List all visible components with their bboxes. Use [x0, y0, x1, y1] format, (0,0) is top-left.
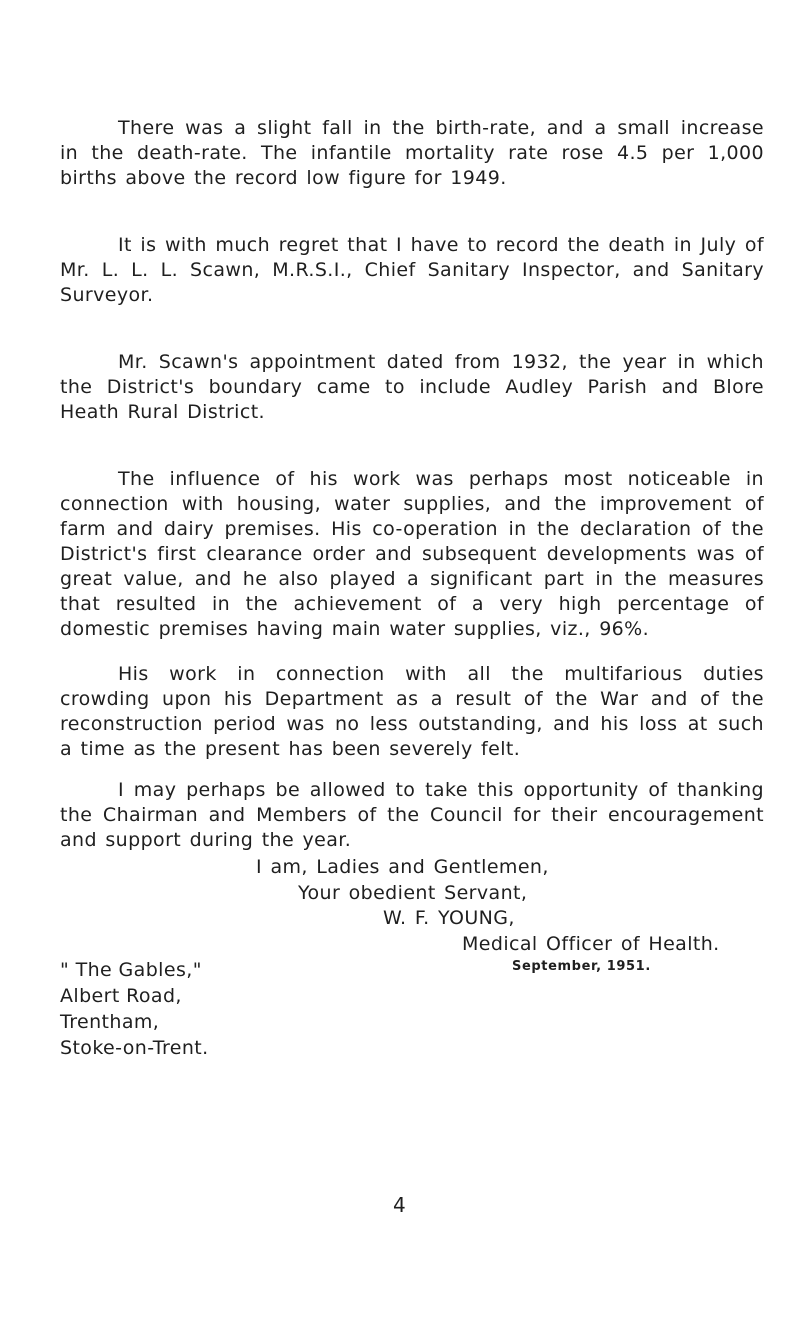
signature-title: Medical Officer of Health. [462, 933, 720, 955]
paragraph-thanks: I may perhaps be allowed to take this opportunity of thanking the Chairman and Members of the Council for their encouragement and support during the year. [60, 779, 764, 851]
address-line-city: Stoke-on-Trent. [60, 1037, 209, 1059]
report-date: September, 1951. [512, 959, 651, 974]
closing-servant: Your obedient Servant, [298, 882, 528, 904]
address-line-road: Albert Road, [60, 985, 182, 1007]
closing-salutation: I am, Ladies and Gentlemen, [256, 856, 549, 878]
address-line-town: Trentham, [60, 1011, 160, 1033]
signature-name: W. F. YOUNG, [383, 907, 515, 929]
address-line-house: " The Gables," [60, 959, 202, 981]
paragraph-death-of-inspector: It is with much regret that I have to record the death in July of Mr. L. L. L. Scawn, M.R.S.I., Chief Sanitary Inspector, and Sanitary Surveyor. [60, 234, 764, 306]
paragraph-influence-of-work: The influence of his work was perhaps most noticeable in connection with housing, water supplies, and the improvement of farm and dairy premises. His co-operation in the declaration of the District's first clearance order and subsequent developments was of great value, and he also played a significant part in the measures that resulted in the achievement of a very high percentage of domestic premises having main water supplies, viz., 96%. [60, 468, 764, 640]
paragraph-appointment: Mr. Scawn's appointment dated from 1932, the year in which the District's boundary came to include Audley Parish and Blore Heath Rural District. [60, 351, 764, 423]
page-number: 4 [393, 1193, 406, 1217]
paragraph-vital-statistics: There was a slight fall in the birth-rate, and a small increase in the death-rate. The infantile mortality rate rose 4.5 per 1,000 births above the record low figure for 1949. [60, 117, 764, 189]
paragraph-multifarious-duties: His work in connection with all the multifarious duties crowding upon his Department as a result of the War and of the reconstruction period was no less outstanding, and his loss at such a time as the present has been severely felt. [60, 663, 764, 760]
